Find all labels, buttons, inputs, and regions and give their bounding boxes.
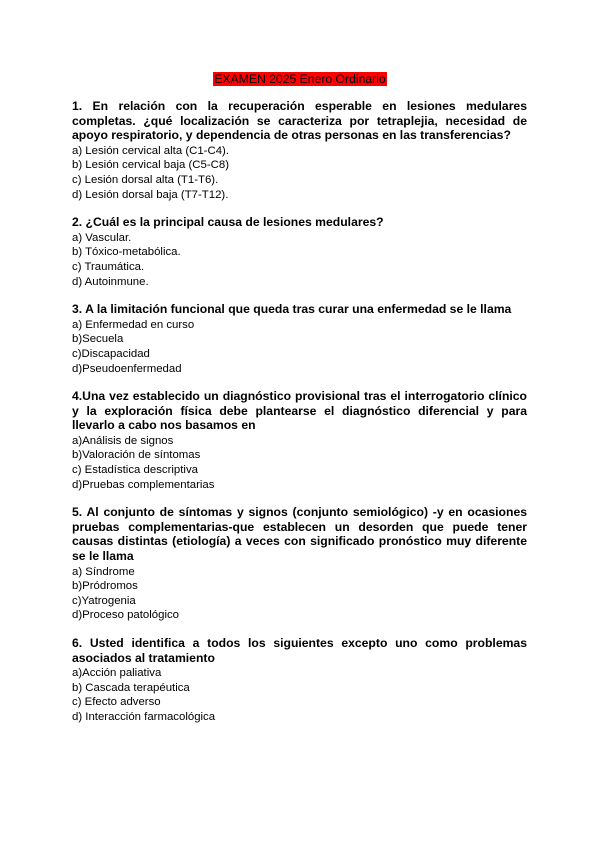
option-d: d)Pseudoenfermedad (72, 362, 182, 375)
option-c: c) Lesión dorsal alta (T1-T6). (72, 173, 219, 186)
option-c: c)Discapacidad (72, 347, 150, 360)
option-d: d)Pruebas complementarias (72, 478, 215, 491)
question-text: 1. En relación con la recuperación esperable en lesiones medulares completas. ¿qué localización se caracteriza por tetraplejia, necesidad de apoyo respiratorio, y dependencia de otras personas en las transferencias? (72, 99, 527, 143)
option-c: c)Yatrogenia (72, 594, 136, 607)
question-text: 3. A la limitación funcional que queda tras curar una enfermedad se le llama (72, 302, 512, 317)
option-b: b)Pródromos (72, 580, 138, 593)
question-text: 4.Una vez establecido un diagnóstico provisional tras el interrogatorio clínico y la exploración física debe plantearse el diagnóstico diferencial y para llevarlo a cabo nos basamos en (72, 389, 527, 433)
option-b: b) Tóxico-metabólica. (72, 246, 181, 259)
option-c: c) Efecto adverso (72, 696, 161, 709)
question-2 (72, 215, 527, 289)
option-b: b)Secuela (72, 333, 124, 346)
question-1 (72, 99, 527, 202)
option-d: d) Interacción farmacológica (72, 710, 216, 723)
option-b: b) Lesión cervical baja (C5-C8) (72, 159, 229, 172)
option-d: d)Proceso patológico (72, 609, 180, 622)
option-c: c) Estadística descriptiva (72, 464, 198, 477)
option-a: a)Acción paliativa (72, 667, 162, 680)
option-b: b)Valoración de síntomas (72, 449, 201, 462)
option-a: a) Vascular. (72, 231, 132, 244)
option-c: c) Traumática. (72, 260, 145, 273)
question-6 (72, 636, 527, 725)
questions-list (72, 99, 527, 738)
question-text: 2. ¿Cuál es la principal causa de lesiones medulares? (72, 215, 384, 230)
option-a: a) Síndrome (72, 565, 135, 578)
option-d: d) Autoinmune. (72, 275, 149, 288)
option-b: b) Cascada terapéutica (72, 681, 190, 694)
question-5 (72, 505, 527, 623)
question-4 (72, 389, 527, 492)
option-d: d) Lesión dorsal baja (T7-T12). (72, 188, 229, 201)
question-3 (72, 302, 527, 376)
option-a: a) Lesión cervical alta (C1-C4). (72, 144, 229, 157)
option-a: a)Análisis de signos (72, 434, 174, 447)
option-a: a) Enfermedad en curso (72, 318, 195, 331)
exam-title: EXAMEN 2025 Enero Ordinario (214, 72, 386, 86)
question-text: 5. Al conjunto de síntomas y signos (conjunto semiológico) -y en ocasiones pruebas complementarias-que establecen un desorden que puede tener causas distintas (etiología) a veces con significado pronóstico muy diferente se le llama (72, 505, 527, 564)
question-text: 6. Usted identifica a todos los siguientes excepto uno como problemas asociados al tratamiento (72, 636, 527, 665)
